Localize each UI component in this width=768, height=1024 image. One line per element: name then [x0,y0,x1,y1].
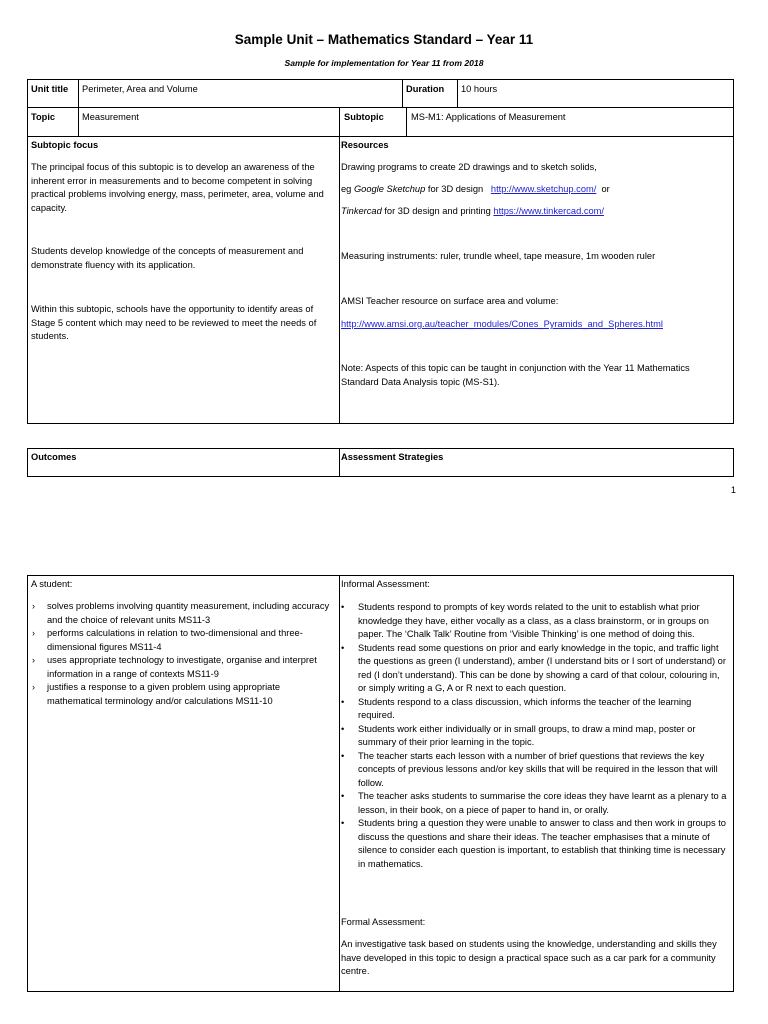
outcome-bullet-icon: › [32,628,35,638]
bullet-icon: • [341,696,345,707]
sketchup-link[interactable]: http://www.sketchup.com/ [490,184,597,194]
informal-assessment-heading: Informal Assessment: [341,579,430,589]
sketchup-name: Google Sketchup [353,184,426,194]
formal-assessment-text: An investigative task based on students using the knowledge, understanding and skills they have developed in this topic to design a practical space such as a car park for a community centre. [341,939,717,976]
outcome-item: › performs calculations in relation to two-dimensional and three-dimensional figures MS11-4 [32,628,303,652]
outcomes-intro: A student: [31,579,73,589]
informal-assessment-list [341,601,730,871]
informal-item: • The teacher asks students to summarise the core ideas they have learnt as a plenary to a lesson, in their book, on a piece of paper to hand in, or orally. [341,791,727,815]
resources-note: Note: Aspects of this topic can be taught in conjunction with the Year 11 Mathematics Standard Data Analysis topic (MS-S1). [341,363,690,387]
bullet-icon: • [341,818,345,828]
resources-or: or [601,184,610,194]
unit-table-rule [78,107,79,137]
page-number: 1 [730,485,736,495]
resources-tinkercad-line [341,205,604,219]
outcomes-table-rule [339,575,340,992]
resources-heading: Resources [341,140,389,150]
unit-table-rule [402,79,403,108]
outcome-item: › solves problems involving quantity measurement, including accuracy and the choice of relevant units MS11-3 [32,601,330,625]
formal-assessment-heading: Formal Assessment: [341,917,426,927]
unit-table-rule [339,136,340,424]
bullet-icon: • [341,750,345,761]
subtopic-value: MS-M1: Applications of Measurement [411,112,566,122]
informal-item: • Students bring a question they were unable to answer to class and then work in groups to discuss the questions and share their ideas. The teacher emphasises that a minute of silence to consider each question is important, to establish that thinking time is necessary in mathematics. [341,818,726,869]
informal-item: • The teacher starts each lesson with a number of brief questions that reviews the key concepts of previous lessons and/or key skills that will be required in the lesson that will follow. [341,750,718,788]
topic-label: Topic [31,112,56,122]
outcomes-header-rule [339,448,340,477]
resources-eg: eg [341,184,352,194]
resources-amsi-text: AMSI Teacher resource on surface area and volume: [341,296,559,306]
subtopic-focus-heading: Subtopic focus [31,140,99,150]
resources-sketchup-line [341,183,610,197]
unit-title-value: Perimeter, Area and Volume [82,84,198,94]
assessment-strategies-label: Assessment Strategies [341,452,444,462]
subtopic-label: Subtopic [344,112,384,122]
unit-table-rule [406,107,407,137]
bullet-icon: • [341,723,345,734]
informal-item: • Students respond to prompts of key words related to the unit to establish what prior knowledge they have, either vocally as a class, as a class brainstorm, or in groups on paper. The ‘Chalk Talk’ Routine from ‘Visible Thinking’ is one method of doing this. [341,602,709,639]
bullet-icon: • [341,602,345,612]
focus-paragraph: Students develop knowledge of the concepts of measurement and demonstrate fluency with its application. [31,246,304,270]
bullet-icon: • [341,791,345,801]
unit-title-label: Unit title [31,84,69,94]
duration-value: 10 hours [461,84,498,94]
outcome-bullet-icon: › [32,601,35,611]
unit-table-rule [27,136,734,137]
outcome-bullet-icon: › [32,655,35,665]
tinkercad-text: for 3D design and printing [384,206,491,216]
informal-item: • Students respond to a class discussion, which informs the teacher of the learning required. [341,696,692,720]
topic-value: Measurement [82,112,139,122]
outcome-item: › justifies a response to a given problem using appropriate mathematical terminology and/or calculations MS11-10 [32,682,281,706]
unit-table-rule [27,107,734,108]
unit-table-rule [78,79,79,108]
duration-label: Duration [406,84,445,94]
amsi-link[interactable]: http://www.amsi.org.au/teacher_modules/Cones_Pyramids_and_Spheres.html [341,319,663,329]
outcomes-list [31,600,336,708]
page-title: Sample Unit – Mathematics Standard – Year 11 [234,32,534,47]
informal-item: • Students work either individually or in small groups, to draw a mind map, poster or summary of their prior learning in the topic. [341,723,696,747]
outcome-bullet-icon: › [32,682,35,692]
resources-instruments: Measuring instruments: ruler, trundle wheel, tape measure, 1m wooden ruler [341,251,656,261]
bullet-icon: • [341,642,345,653]
outcome-item: › uses appropriate technology to investigate, organise and interpret information in a range of contexts MS11-9 [32,655,317,679]
resources-drawing-programs: Drawing programs to create 2D drawings and to sketch solids, [341,162,597,172]
outcomes-label: Outcomes [31,452,77,462]
focus-paragraph: The principal focus of this subtopic is to develop an awareness of the inherent error in measurements and to become competent in solving practical problems involving energy, mass, perimeter, area, volume and capacity. [31,162,324,213]
informal-item: • Students read some questions on prior and early knowledge in the topic, and traffic light the questions as green (I understand), amber (I understand bits or I sort of understand) or red (I don’t understand). This can be done by showing a card of that colour, colouring in, or simply writing a G, A or R next to each question. [341,642,726,693]
page-subtitle: Sample for implementation for Year 11 from 2018 [284,58,484,68]
tinkercad-link[interactable]: https://www.tinkercad.com/ [493,206,604,216]
unit-table-rule [339,107,340,137]
sketchup-text: for 3D design [427,184,484,194]
focus-paragraph: Within this subtopic, schools have the opportunity to identify areas of Stage 5 content which may need to be reviewed to meet the needs of students. [31,304,317,341]
unit-table-rule [457,79,458,108]
tinkercad-name: Tinkercad [341,206,382,216]
